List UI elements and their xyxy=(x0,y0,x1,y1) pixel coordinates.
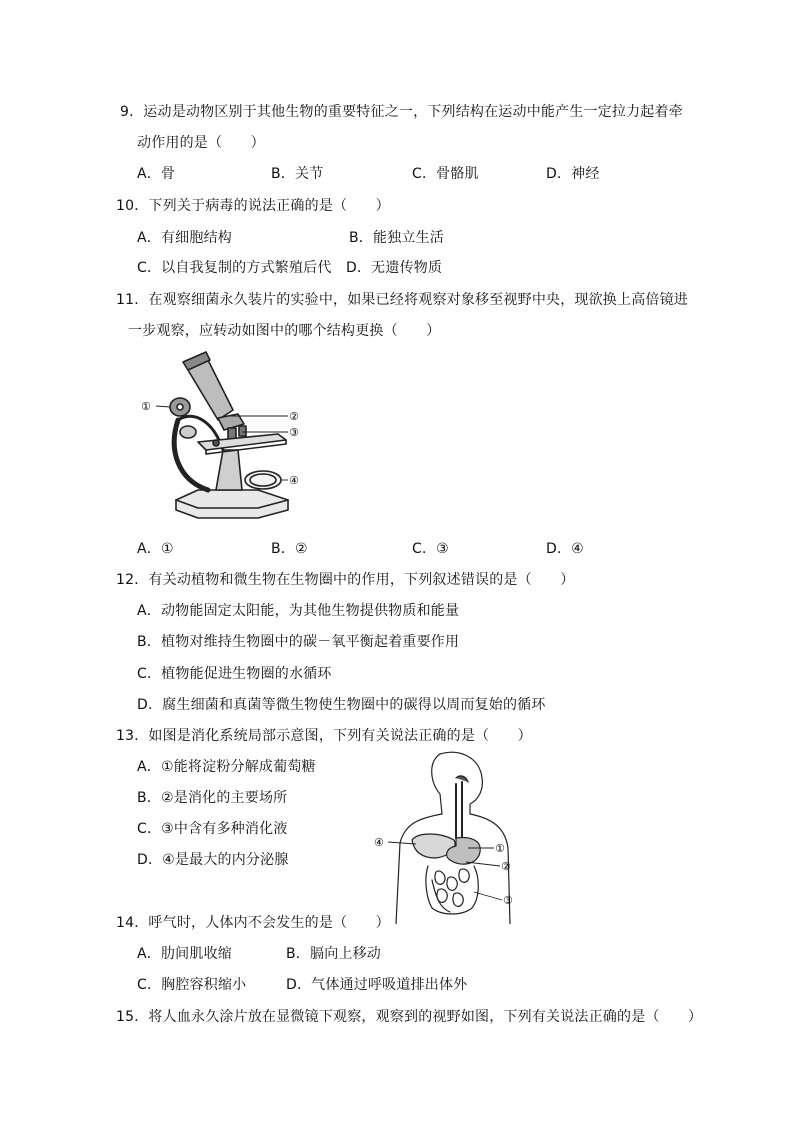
question-12-option-d[interactable]: D．腐生细菌和真菌等微生物使生物圈中的碳得以周而复始的循环 xyxy=(137,697,546,713)
microscope-label-1: ① xyxy=(141,400,151,413)
microscope-label-3: ③ xyxy=(289,426,299,439)
question-12-option-c[interactable]: C．植物能促进生物圈的水循环 xyxy=(137,666,332,682)
question-10-option-d[interactable]: D．无遗传物质 xyxy=(346,260,443,276)
question-14-option-b[interactable]: B．膈向上移动 xyxy=(286,946,382,962)
question-9-option-a[interactable]: A．骨 xyxy=(137,166,176,182)
microscope-label-4: ④ xyxy=(289,474,299,487)
question-13-option-c[interactable]: C．③中含有多种消化液 xyxy=(137,821,288,837)
question-12-option-b[interactable]: B．植物对维持生物圈中的碳－氧平衡起着重要作用 xyxy=(137,634,460,650)
question-11-option-c[interactable]: C．③ xyxy=(412,541,449,557)
microscope-figure xyxy=(138,350,308,525)
question-14-stem: 14．呼气时，人体内不会发生的是（ ） xyxy=(116,915,390,931)
question-9-option-c[interactable]: C．骨骼肌 xyxy=(412,166,479,182)
question-10-option-a[interactable]: A．有细胞结构 xyxy=(137,230,232,246)
digestive-label-4: ④ xyxy=(374,836,384,849)
question-9-stem-continued: 动作用的是（ ） xyxy=(137,135,265,151)
question-10-option-b[interactable]: B．能独立生活 xyxy=(349,230,445,246)
question-10-stem: 10．下列关于病毒的说法正确的是（ ） xyxy=(116,198,390,214)
question-11-stem: 11．在观察细菌永久装片的实验中，如果已经将观察对象移至视野中央，现欲换上高倍镜进 xyxy=(116,292,689,308)
question-14-option-a[interactable]: A．肋间肌收缩 xyxy=(137,946,232,962)
digestive-label-2: ② xyxy=(501,860,511,873)
question-9-stem: 9．运动是动物区别于其他生物的重要特征之一，下列结构在运动中能产生一定拉力起着牵 xyxy=(120,104,683,120)
question-9-option-d[interactable]: D．神经 xyxy=(546,166,600,182)
question-14-option-d[interactable]: D．气体通过呼吸道排出体外 xyxy=(286,977,468,993)
digestive-system-figure xyxy=(370,748,530,924)
digestive-label-3: ③ xyxy=(503,894,513,907)
question-13-option-b[interactable]: B．②是消化的主要场所 xyxy=(137,790,288,806)
question-13-option-d[interactable]: D．④是最大的内分泌腺 xyxy=(137,852,289,868)
question-15-stem: 15．将人血永久涂片放在显微镜下观察，观察到的视野如图，下列有关说法正确的是（ ） xyxy=(116,1009,703,1025)
question-11-option-d[interactable]: D．④ xyxy=(546,541,584,557)
digestive-label-1: ① xyxy=(495,842,505,855)
question-9-option-b[interactable]: B．关节 xyxy=(271,166,324,182)
question-13-option-a[interactable]: A．①能将淀粉分解成葡萄糖 xyxy=(137,759,316,775)
microscope-label-2: ② xyxy=(289,410,299,423)
question-14-option-c[interactable]: C．胸腔容积缩小 xyxy=(137,977,247,993)
question-11-option-b[interactable]: B．② xyxy=(271,541,308,557)
question-13-stem: 13．如图是消化系统局部示意图，下列有关说法正确的是（ ） xyxy=(116,728,532,744)
question-11-stem-continued: 一步观察，应转动如图中的哪个结构更换（ ） xyxy=(128,323,441,339)
question-12-stem: 12．有关动植物和微生物在生物圈中的作用，下列叙述错误的是（ ） xyxy=(116,572,575,588)
question-12-option-a[interactable]: A．动物能固定太阳能，为其他生物提供物质和能量 xyxy=(137,603,460,619)
question-11-option-a[interactable]: A．① xyxy=(137,541,174,557)
question-10-option-c[interactable]: C．以自我复制的方式繁殖后代 xyxy=(137,260,332,276)
